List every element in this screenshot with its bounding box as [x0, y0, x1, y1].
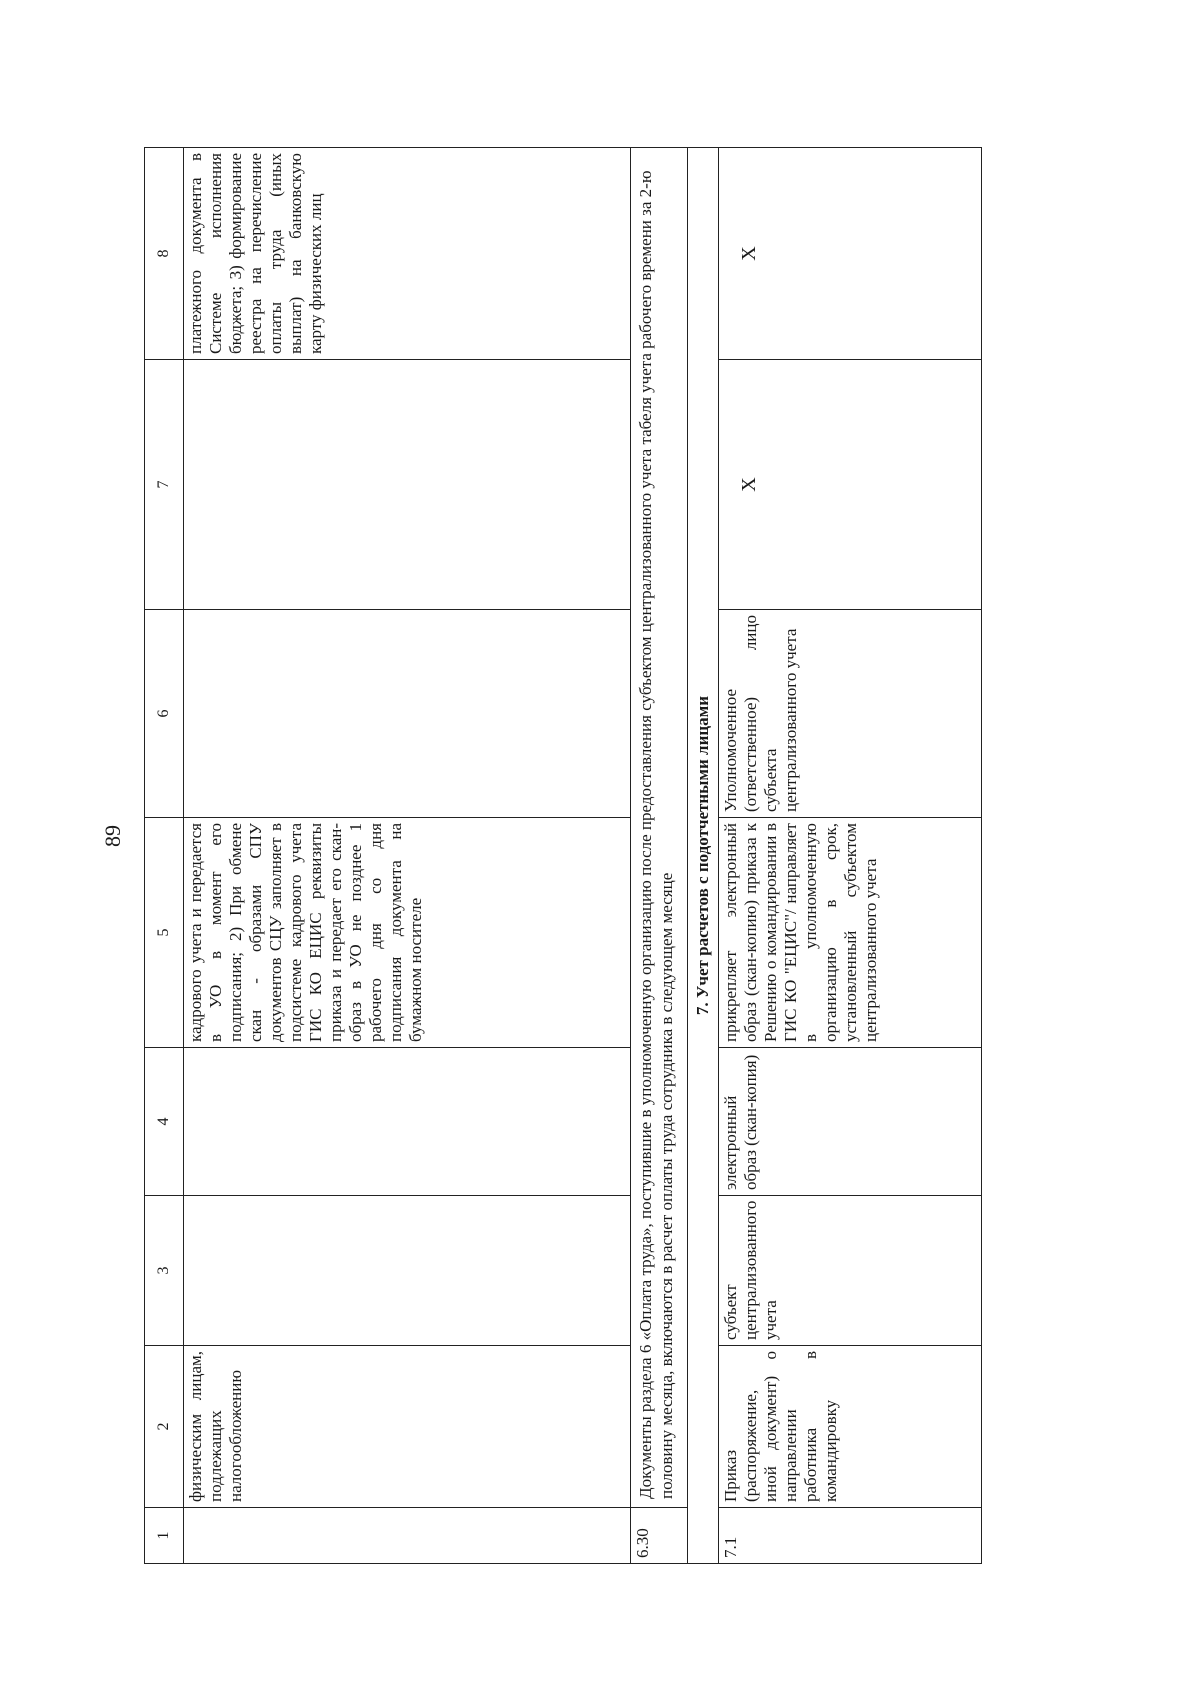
row-630-text: Документы раздела 6 «Оплата труда», поступившие в уполномоченную организацию после предоставления субъектом централизованного учета табеля учета рабочего времени за 2-ю половину месяца, включаются в расчет оплаты труда сотрудника в следующем месяце: [631, 148, 688, 1508]
page-number: 89: [100, 825, 125, 847]
header-col-3: 3: [145, 1196, 184, 1346]
cell-c5: кадрового учета и передается в УО в момент его подписания; 2) При обмене скан - образами СПУ документов СЦУ заполняет в подсистеме кадрового учета ГИС КО ЕЦИС реквизиты приказа и передает его скан-образ в УО не позднее 1 рабочего дня со дня подписания документа на бумажном носителе: [184, 818, 631, 1048]
document-table-sheet: [144, 148, 880, 1564]
header-col-8: 8: [145, 148, 184, 360]
header-col-5: 5: [145, 818, 184, 1048]
header-col-7: 7: [145, 360, 184, 610]
cell-c7: [184, 360, 631, 610]
table-row-630: [631, 148, 688, 1564]
regulation-table: [144, 147, 982, 1564]
cell-c6: [184, 610, 631, 818]
row-71-responsible: Уполномоченное (ответственное) лицо субъекта централизованного учета: [719, 610, 982, 818]
row-71-col8-mark: X: [719, 148, 982, 360]
cell-c8: платежного документа в Системе исполнения бюджета; 3) формирование реестра на перечисление оплаты труда (иных выплат) на банковскую карту физических лиц: [184, 148, 631, 360]
row-71-number: 7.1: [719, 1508, 982, 1564]
cell-c2: физическим лицам, подлежащих налогообложению: [184, 1346, 631, 1508]
cell-c4: [184, 1048, 631, 1196]
table-row-continuation: [184, 148, 631, 1564]
row-71-col7-mark: X: [719, 360, 982, 610]
header-col-4: 4: [145, 1048, 184, 1196]
row-630-number: 6.30: [631, 1508, 688, 1564]
header-col-1: 1: [145, 1508, 184, 1564]
section-heading-row: [688, 148, 719, 1564]
cell-c3: [184, 1196, 631, 1346]
header-col-6: 6: [145, 610, 184, 818]
row-71-subject: субъект централизованного учета: [719, 1196, 982, 1346]
cell-c1: [184, 1508, 631, 1564]
header-col-2: 2: [145, 1346, 184, 1508]
header-row: [145, 148, 184, 1564]
row-71-format: электронный образ (скан-копия): [719, 1048, 982, 1196]
section-7-title: 7. Учет расчетов с подотчетными лицами: [688, 148, 719, 1564]
table-row-71: [719, 148, 982, 1564]
row-71-procedure: прикрепляет электронный образ (скан-копию) приказа к Решению о командировании в ГИС КО "ЕЦИС"/ направляет в уполномоченную организацию в срок, установленный субъектом централизованного учета: [719, 818, 982, 1048]
row-71-document: Приказ (распоряжение, иной документ) о направлении работника в командировку: [719, 1346, 982, 1508]
